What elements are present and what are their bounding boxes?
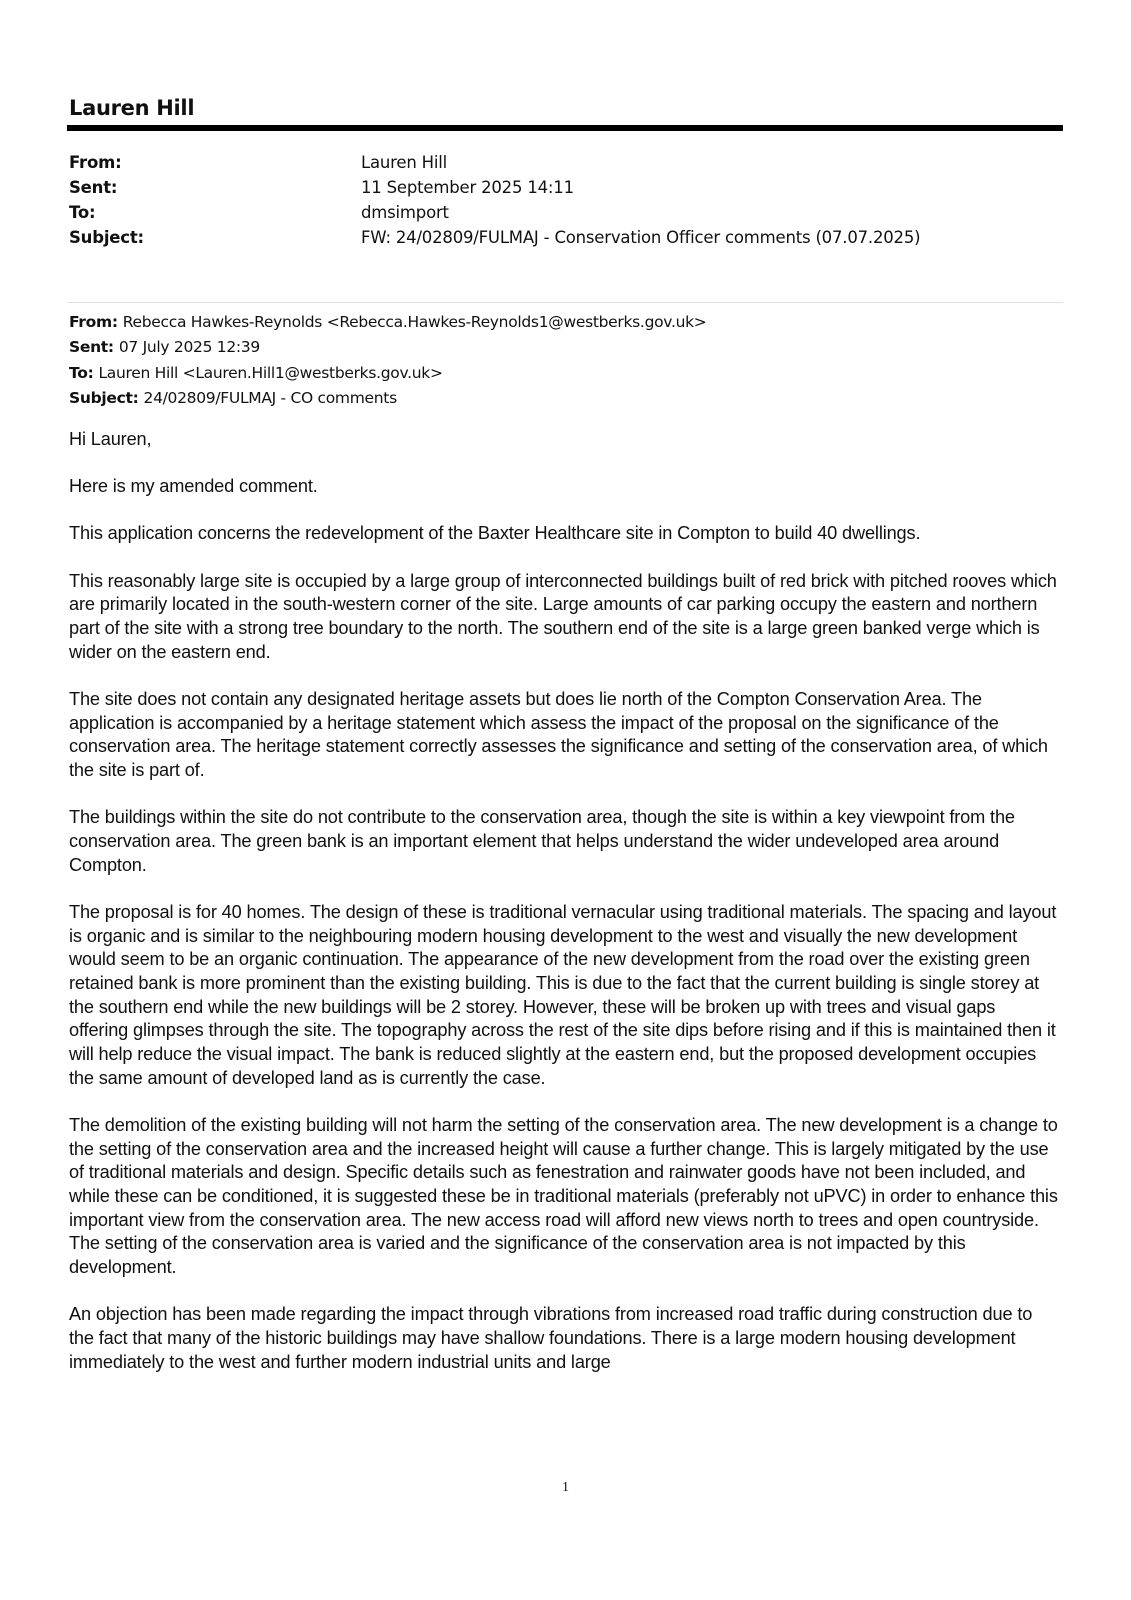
forwarded-to-value: Lauren Hill <Lauren.Hill1@westberks.gov.uk> (98, 363, 443, 382)
proposal-paragraph: The proposal is for 40 homes. The design of these is traditional vernacular using traditional materials. The spacing and layout is organic and is similar to the neighbouring modern housing development to the west and visually the new development would seem to be an organic continuation. The appearance of the new development from the road over the existing green retained bank is more prominent than the existing building. This is due to the fact that the current building is single storey at the southern end while the new buildings will be 2 storey. However, these will be broken up with trees and visual gaps offering glimpses through the site. The topography across the rest of the site dips before rising and if this is maintained then it will help reduce the visual impact. The bank is reduced slightly at the eastern end, but the proposed development occupies the same amount of developed land as is currently the case. (69, 901, 1057, 1088)
header-sent-row (69, 175, 1049, 200)
header-divider (67, 125, 1063, 131)
from-value: Lauren Hill (361, 153, 447, 172)
forwarded-subject-value: 24/02809/FULMAJ - CO comments (143, 389, 397, 408)
subject-label: Subject: (69, 228, 144, 247)
subject-value: FW: 24/02809/FULMAJ - Conservation Officer comments (07.07.2025) (361, 228, 921, 247)
header-to-row (69, 200, 1049, 225)
to-value: dmsimport (361, 203, 449, 222)
objection-paragraph: An objection has been made regarding the impact through vibrations from increased road traffic during construction due to the fact that many of the historic buildings may have shallow foundations. There is a large modern housing development immediately to the west and further modern industrial units and large (69, 1304, 1033, 1372)
sent-value: 11 September 2025 14:11 (361, 178, 574, 197)
forwarded-to-label: To: (69, 363, 94, 382)
forwarded-subject-row (69, 386, 1049, 412)
from-label: From: (69, 153, 122, 172)
forwarded-sent-label: Sent: (69, 338, 114, 357)
heritage-paragraph: The site does not contain any designated heritage assets but does lie north of the Compton Conservation Area. The application is accompanied by a heritage statement which assess the impact of the proposal on the significance of the conservation area. The heritage statement correctly assesses the significance and setting of the conservation area, of which the site is part of. (69, 688, 1048, 781)
forwarded-from-row (69, 309, 1049, 335)
header-from-row (69, 150, 1049, 175)
forwarded-sent-value: 07 July 2025 12:39 (118, 338, 260, 357)
page-number: 1 (562, 1480, 569, 1495)
site-description-paragraph: This reasonably large site is occupied by a large group of interconnected buildings built of red brick with pitched rooves which are primarily located in the south-western corner of the site. Large amounts of car parking occupy the eastern and northern part of the site with a strong tree boundary to the north. The southern end of the site is a large green banked verge which is wider on the eastern end. (69, 570, 1057, 662)
sent-label: Sent: (69, 178, 118, 197)
forwarded-header (69, 309, 1049, 411)
email-header (69, 150, 1049, 250)
forwarded-divider (67, 302, 1063, 303)
forwarded-from-value: Rebecca Hawkes-Reynolds <Rebecca.Hawkes-Reynolds1@westberks.gov.uk> (122, 312, 707, 331)
forwarded-sent-row (69, 335, 1049, 361)
greeting-paragraph: Hi Lauren, (69, 429, 152, 449)
email-body (69, 428, 1059, 1398)
forwarded-from-label: From: (69, 312, 118, 331)
intro-paragraph: Here is my amended comment. (69, 476, 318, 497)
forwarded-subject-label: Subject: (69, 389, 139, 408)
forwarded-to-row (69, 360, 1049, 386)
application-paragraph: This application concerns the redevelopment of the Baxter Healthcare site in Compton to build 40 dwellings. (69, 523, 921, 544)
header-subject-row (69, 225, 1049, 250)
buildings-paragraph: The buildings within the site do not contribute to the conservation area, though the site is within a key viewpoint from the conservation area. The green bank is an important element that helps understand the wider undeveloped area around Compton. (69, 807, 1015, 875)
to-label: To: (69, 203, 96, 222)
demolition-paragraph: The demolition of the existing building will not harm the setting of the conservation area. The new development is a change to the setting of the conservation area and the increased height will cause a further change. This is largely mitigated by the use of traditional materials and design. Specific details such as fenestration and rainwater goods have not been included, and while these can be conditioned, it is suggested these be in traditional materials (preferably not uPVC) in order to enhance this important view from the conservation area. The new access road will afford new views north to trees and open countryside. The setting of the conservation area is varied and the significance of the conservation area is not impacted by this development. (69, 1114, 1058, 1278)
document-owner-name: Lauren Hill (69, 96, 195, 120)
